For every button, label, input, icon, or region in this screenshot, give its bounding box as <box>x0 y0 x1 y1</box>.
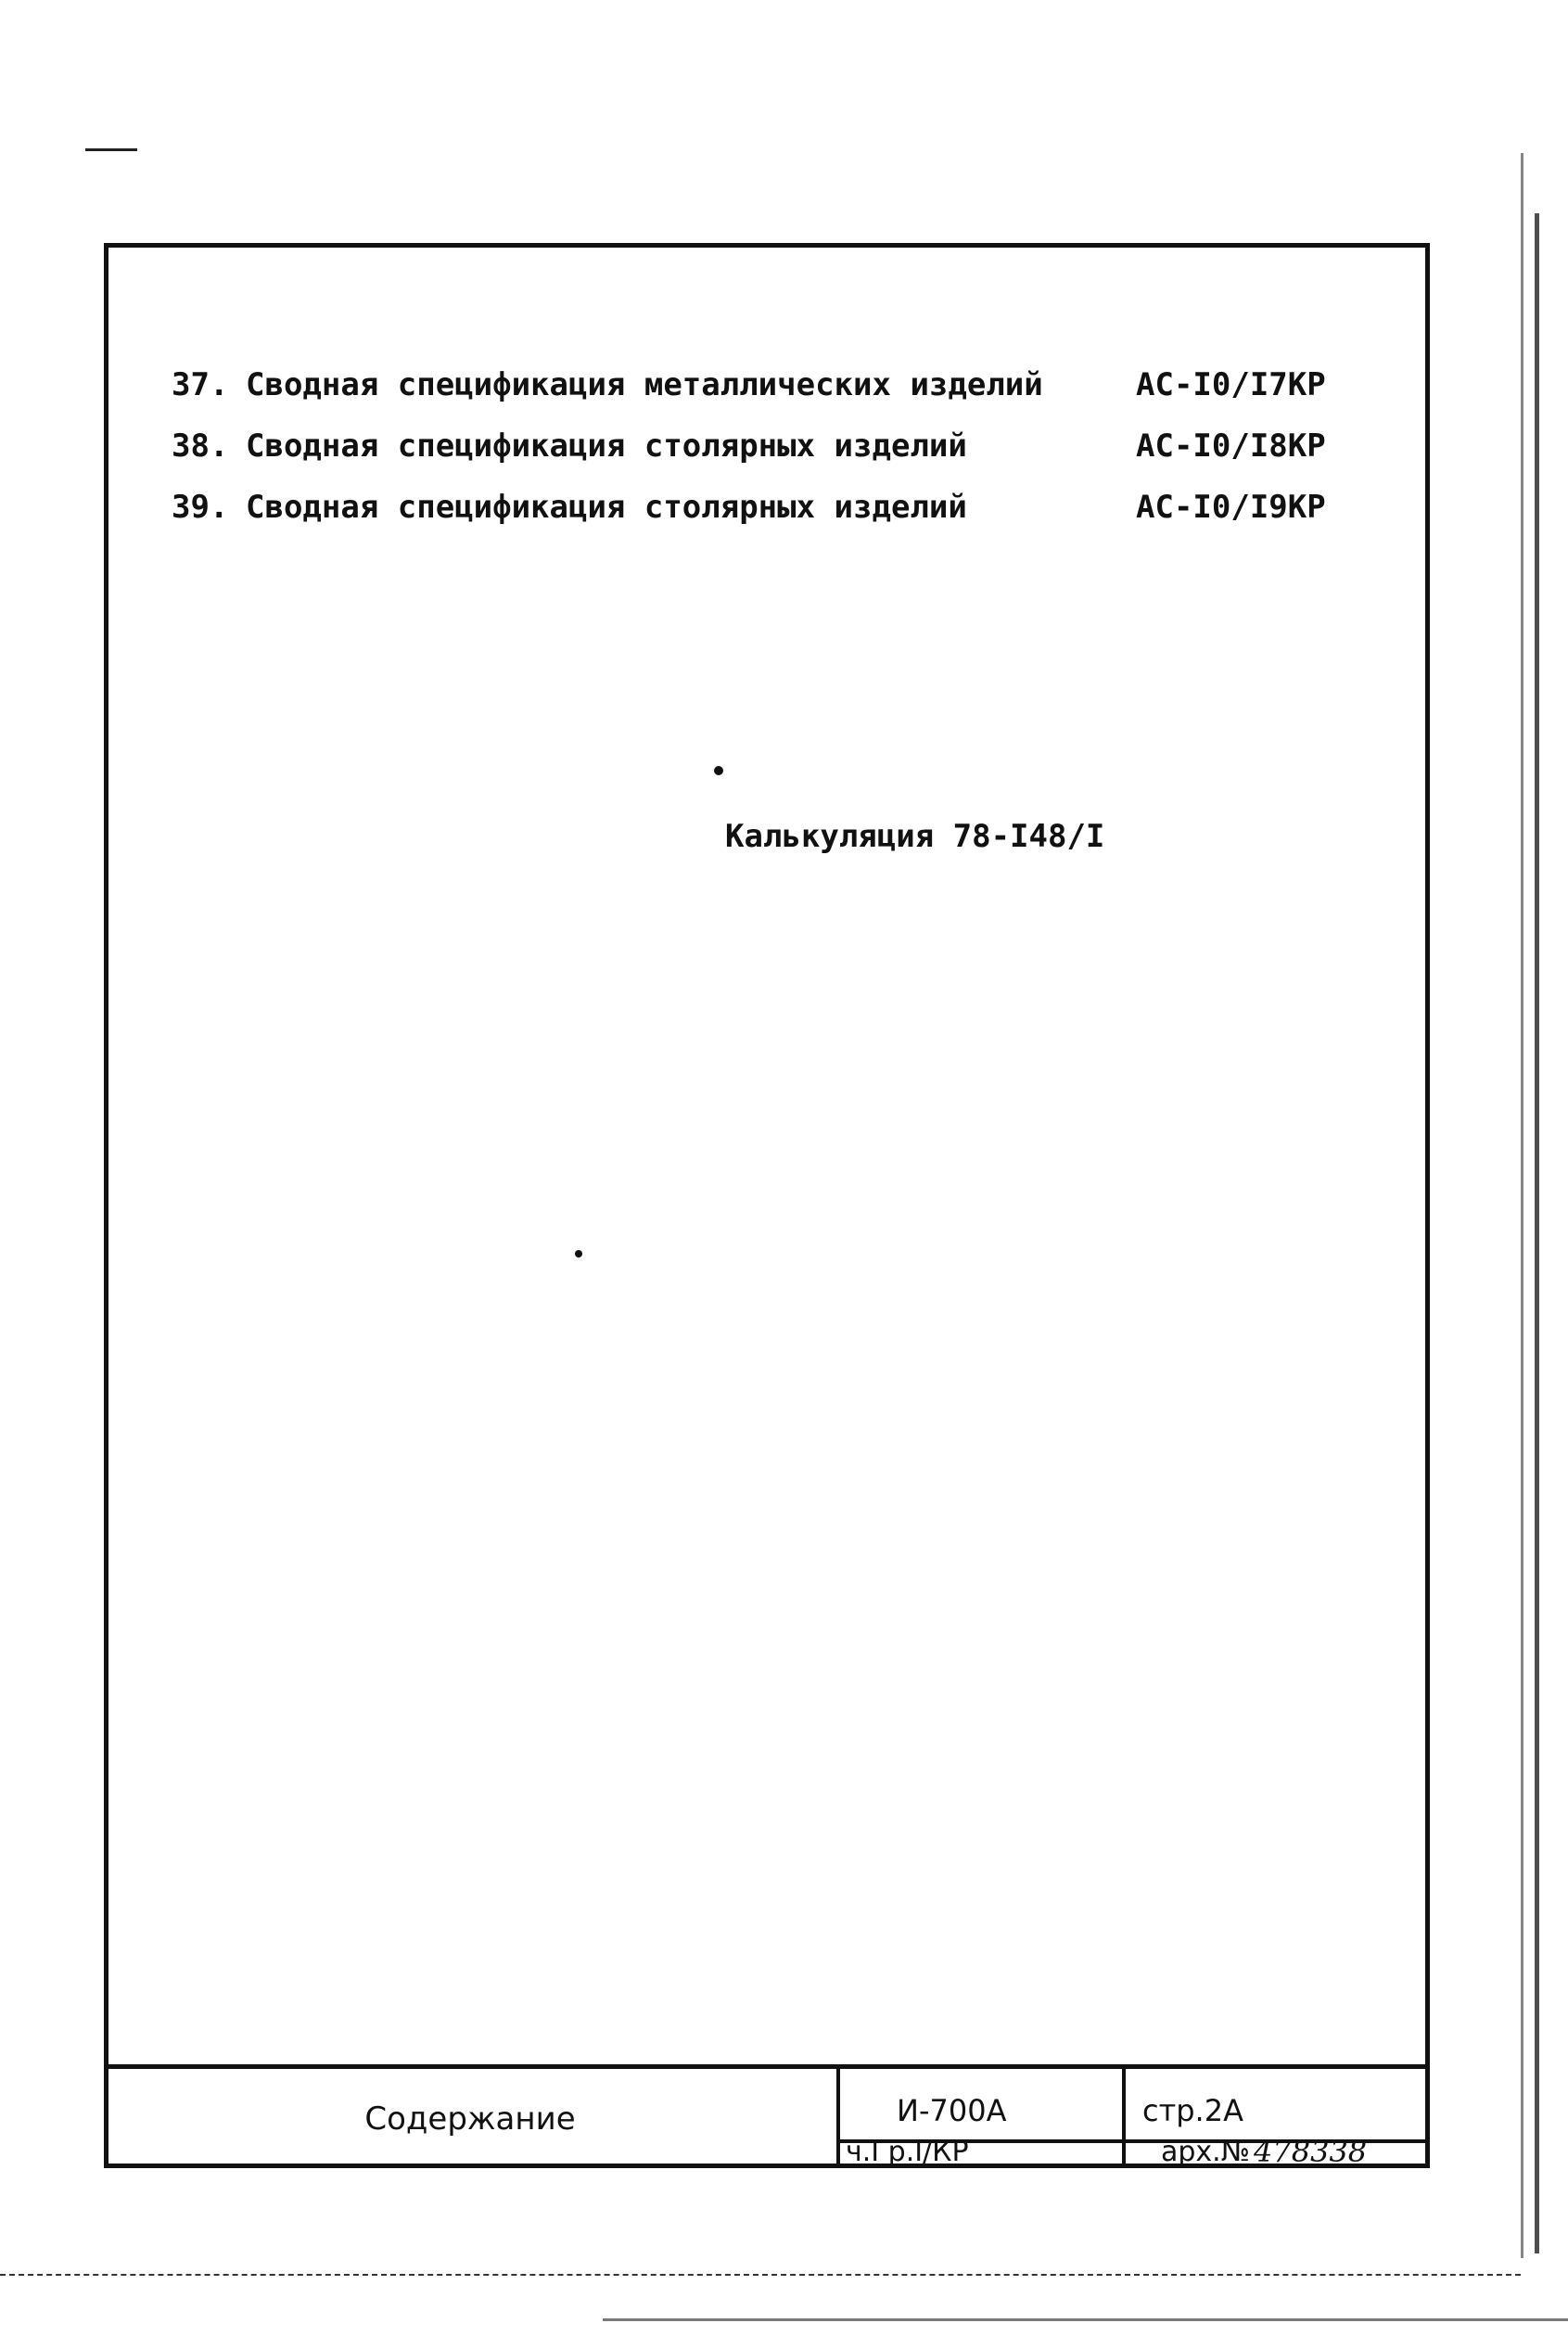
page-number: стр.2А <box>1142 2093 1243 2128</box>
ink-dot <box>714 766 723 775</box>
row-title: Сводная спецификация столярных изделий <box>246 489 967 526</box>
contents-row <box>172 489 1349 550</box>
contents-list <box>172 366 1349 550</box>
part-code: ч.I р.I/КР <box>846 2136 969 2168</box>
archive-label: арх.№ <box>1161 2136 1250 2168</box>
row-number: 38. <box>172 428 229 465</box>
project-code: И-700А <box>897 2093 1007 2128</box>
title-block <box>104 2064 1430 2168</box>
row-number: 37. <box>172 366 229 403</box>
calculation-label: Калькуляция 78-I48/I <box>725 818 1105 855</box>
row-code: АС-I0/I7КР <box>1136 366 1326 403</box>
right-page-edge <box>1521 153 1523 2258</box>
row-title: Сводная спецификация столярных изделий <box>246 428 967 465</box>
row-title: Сводная спецификация металлических изделий <box>246 366 1043 403</box>
archive-number: 478338 <box>1254 2134 1368 2169</box>
bottom-page-edge <box>603 2318 1568 2321</box>
bottom-cut-line <box>0 2274 1521 2276</box>
row-number: 39. <box>172 489 229 526</box>
title-block-divider <box>1122 2069 1126 2168</box>
row-code: АС-I0/I8КР <box>1136 428 1326 465</box>
title-block-divider <box>836 2069 840 2168</box>
contents-row <box>172 366 1349 428</box>
ink-dot <box>575 1250 582 1257</box>
contents-row <box>172 428 1349 489</box>
right-page-edge-outer <box>1535 213 1539 2253</box>
title-block-name: Содержание <box>364 2100 576 2138</box>
row-code: АС-I0/I9КР <box>1136 489 1326 526</box>
top-left-mark <box>85 148 137 151</box>
